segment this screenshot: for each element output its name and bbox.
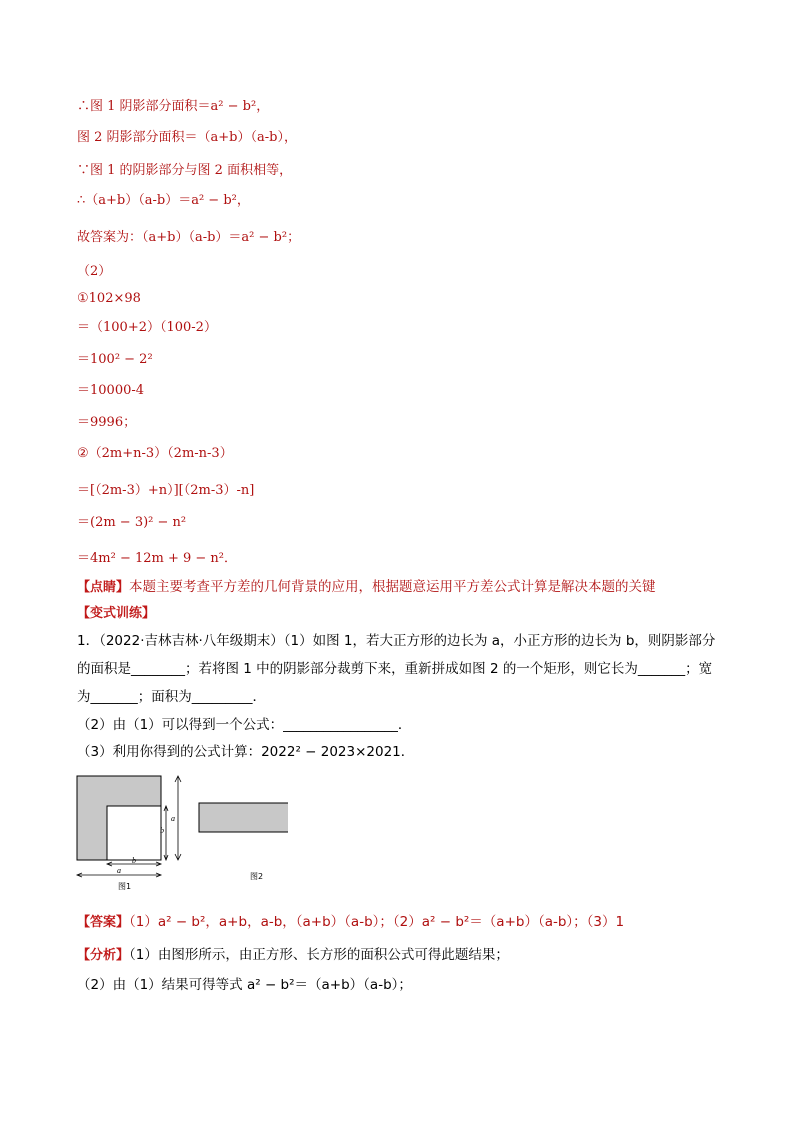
fig1-small-square bbox=[107, 806, 161, 860]
analysis-line-2: （2）由（1）结果可得等式 a² − b²＝（a+b）（a-b）； bbox=[77, 977, 412, 993]
question-1: 1．（2022·吉林吉林·八年级期末）（1）如图 1，若大正方形的边长为 a，小正方形的边长为 b，则阴影部分的面积是________；若将图 1 中的阴影部分裁剪下来，重新拼成如图 2 的一个矩形，则它长为_______；宽为_______；面积为_________． bbox=[77, 633, 716, 705]
step-2: ＝（100+2）（100-2） bbox=[77, 320, 217, 335]
fig2-caption: 图2 bbox=[250, 872, 264, 881]
solution-line-5: 故答案为：（a+b）（a-b）＝a² − b²； bbox=[77, 230, 301, 245]
part2-label: （2） bbox=[77, 264, 112, 279]
comment: 【点睛】本题主要考查平方差的几何背景的应用，根据题意运用平方差公式计算是解决本题的关键 bbox=[77, 579, 656, 595]
step-1: ①102×98 bbox=[77, 291, 141, 306]
step-9: ＝4m² − 12m + 9 − n²． bbox=[77, 551, 238, 566]
analysis-line-1: 【分析】（1）由图形所示，由正方形、长方形的面积公式可得此题结果； bbox=[77, 947, 509, 963]
step-6: ②（2m+n-3）（2m-n-3） bbox=[77, 446, 233, 461]
step-4: ＝10000-4 bbox=[77, 383, 145, 398]
question-2: （2）由（1）可以得到一个公式：_________________． bbox=[77, 717, 412, 733]
answer: 【答案】（1）a² − b²，a+b，a-b，（a+b）（a-b）；（2）a² − b²＝（a+b）（a-b）；（3）1 bbox=[77, 914, 625, 930]
figure-2-caption-wrap bbox=[240, 860, 280, 884]
fig1-label-b-horizontal: b bbox=[132, 856, 136, 865]
solution-line-4: ∴（a+b）（a-b）＝a² − b²， bbox=[77, 193, 250, 208]
solution-line-2: 图 2 阴影部分面积＝（a+b）（a-b）， bbox=[77, 130, 297, 145]
step-5: ＝9996； bbox=[77, 415, 137, 430]
step-8: ＝(2m − 3)² − n² bbox=[77, 515, 187, 530]
fig1-label-a-bottom: a bbox=[117, 866, 121, 875]
step-7: ＝[（2m-3）+n）][（2m-3）-n] bbox=[77, 483, 255, 498]
step-3: ＝100² − 2² bbox=[77, 352, 153, 367]
fig1-label-a-right: a bbox=[171, 814, 175, 823]
fig1-caption: 图1 bbox=[118, 882, 132, 891]
question-3: （3）利用你得到的公式计算：2022² − 2023×2021． bbox=[77, 744, 415, 760]
solution-line-3: ∵图 1 的阴影部分与图 2 面积相等， bbox=[77, 163, 293, 178]
fig1-label-b-vertical: b bbox=[160, 826, 164, 835]
solution-line-1: ∴图 1 阴影部分面积＝a² − b²， bbox=[77, 99, 270, 114]
practice-tag: 【变式训练】 bbox=[77, 606, 156, 621]
fig2-rectangle bbox=[199, 803, 288, 832]
